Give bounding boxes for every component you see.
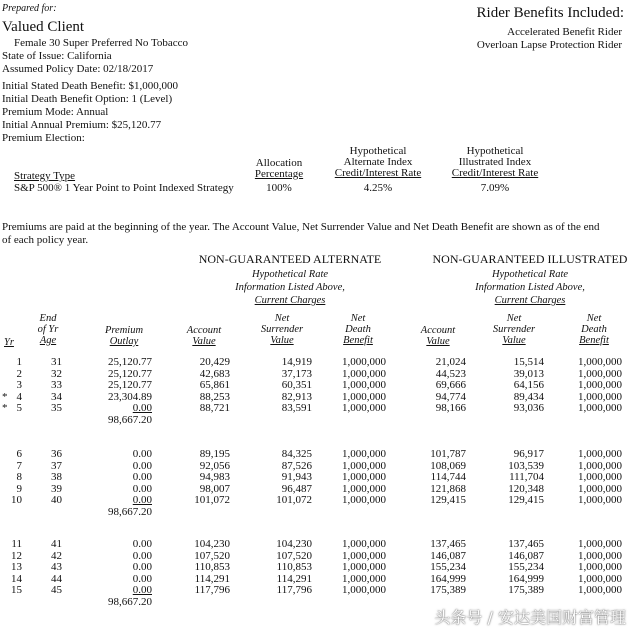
alt-death-cell: 1,000,000 [342,572,386,585]
ill-surrender-column [484,357,544,415]
premium-cell: 0.00 [132,448,152,460]
ill-death-cell: 1,000,000 [578,448,622,460]
alt-death-cell: 1,000,000 [342,584,386,596]
premium-cell: 0.00 [132,402,152,414]
premium-cell: 0.00 [132,494,152,506]
ill-death-cell: 1,000,000 [578,356,622,368]
alt-surrender-cell: 114,291 [276,572,312,585]
ill-account-cell: 94,774 [435,390,466,403]
year-cell: 3 [16,379,22,391]
year-column [4,357,22,415]
alternate-group-title: NON-GUARANTEED ALTERNATE [198,252,382,266]
rider-item: Overloan Lapse Protection Rider [476,39,622,51]
age-cell: 42 [51,549,62,562]
alt-death-cell: 1,000,000 [342,459,386,472]
ill-account-cell: 137,465 [430,538,466,550]
alt-account-cell: 104,230 [194,538,230,550]
age-cell: 35 [51,402,62,414]
alt-death-cell: 1,000,000 [342,538,386,550]
premium-note: of each policy year. [2,234,89,246]
premium-cell: 0.00 [132,459,152,472]
premium-subtotal: 98,667.20 [108,413,152,426]
premium-column [96,357,152,415]
alt-account-cell: 42,683 [199,367,230,380]
alt-surrender-cell: 104,230 [276,538,312,550]
alt-death-cell: 1,000,000 [342,390,386,403]
alt-surrender-cell: 110,853 [276,561,312,573]
ill-death-cell: 1,000,000 [578,459,622,472]
ill-death-column [566,449,622,507]
ill-surrender-cell: 155,234 [508,561,544,573]
alt-account-cell: 98,007 [199,482,230,495]
alt-account-column [178,539,230,597]
illustrated-rate-value: 7.09% [480,182,510,194]
premium-cell: 0.00 [132,561,152,573]
policy-line: Initial Annual Premium: $25,120.77 [2,119,162,131]
premium-note: Premiums are paid at the beginning of the year. The Account Value, Net Surrender Value and Net Death Benefit are shown as of the end [2,221,600,233]
alt-surrender-cell: 82,913 [281,390,312,403]
col-alt-death-header: Net Death Benefit [343,313,373,346]
year-column [4,539,22,597]
alt-death-cell: 1,000,000 [342,482,386,495]
year-cell: 14 [11,572,22,585]
ill-account-cell: 101,787 [430,448,466,460]
alt-surrender-cell: 84,325 [281,448,312,460]
ill-account-cell: 146,087 [430,549,466,562]
col-premium-header: Premium Outlay [104,325,144,347]
age-cell: 41 [51,538,62,550]
state-of-issue: State of Issue: California [2,50,112,62]
alt-surrender-cell: 91,943 [281,471,312,483]
rider-item: Accelerated Benefit Rider [507,26,622,38]
ill-account-cell: 175,389 [430,584,466,596]
alt-account-cell: 88,253 [199,390,230,403]
ill-account-column [410,449,466,507]
age-cell: 33 [51,379,62,391]
strategy-type-label: Strategy Type [14,170,76,182]
year-column [4,449,22,507]
illustrated-group-title: NON-GUARANTEED ILLUSTRATED [432,252,628,266]
alt-account-cell: 110,853 [194,561,230,573]
alt-account-cell: 114,291 [194,572,230,585]
ill-death-cell: 1,000,000 [578,367,622,380]
year-cell: 6 [16,448,22,460]
year-cell: 4 [16,390,22,403]
alt-surrender-cell: 14,919 [281,356,312,368]
policy-line: Initial Stated Death Benefit: $1,000,000 [2,80,178,92]
allocation-header: Allocation Percentage [254,157,304,180]
ill-surrender-column [484,539,544,597]
age-cell: 32 [51,367,62,380]
ill-surrender-column [484,449,544,507]
ill-account-cell: 155,234 [430,561,466,573]
ill-death-cell: 1,000,000 [578,584,622,596]
col-age-header: End of Yr Age [37,313,59,346]
col-year-header: Yr [4,337,14,348]
ill-account-column [410,357,466,415]
alt-surrender-cell: 96,487 [281,482,312,495]
alt-death-column [330,539,386,597]
ill-account-cell: 21,024 [435,356,466,368]
ill-death-cell: 1,000,000 [578,390,622,403]
premium-column [96,539,152,597]
age-cell: 38 [51,471,62,483]
age-column [36,539,62,597]
premium-subtotal: 98,667.20 [108,595,152,608]
ill-surrender-cell: 120,348 [508,482,544,495]
age-column [36,449,62,507]
alt-account-cell: 94,983 [199,471,230,483]
premium-cell: 25,120.77 [108,367,152,380]
year-cell: 12 [11,549,22,562]
ill-account-column [410,539,466,597]
alt-death-cell: 1,000,000 [342,494,386,506]
alt-account-cell: 65,861 [199,379,230,391]
ill-surrender-cell: 175,389 [508,584,544,596]
alternate-group-subtitle: Hypothetical Rate Information Listed Above, Current Charges [235,269,345,306]
ill-death-cell: 1,000,000 [578,549,622,562]
age-cell: 34 [51,390,62,403]
policy-line: Premium Mode: Annual [2,106,109,118]
year-cell: 1 [16,356,22,368]
premium-cell: 0.00 [132,538,152,550]
year-cell: 7 [16,459,22,472]
age-cell: 37 [51,459,62,472]
premium-cell: 0.00 [132,572,152,585]
ill-death-cell: 1,000,000 [578,379,622,391]
alt-account-cell: 107,520 [194,549,230,562]
client-name: Valued Client [2,19,85,35]
alt-death-cell: 1,000,000 [342,356,386,368]
alt-account-cell: 88,721 [199,402,230,414]
ill-death-cell: 1,000,000 [578,482,622,495]
allocation-value: 100% [266,182,292,194]
alt-surrender-cell: 107,520 [276,549,312,562]
year-cell: 8 [16,471,22,483]
rider-title: Rider Benefits Included: [476,5,624,21]
ill-surrender-cell: 129,415 [508,494,544,506]
col-ill-death-header: Net Death Benefit [579,313,609,346]
col-alt-account-header: Account Value [186,325,222,347]
year-cell: 2 [16,367,22,380]
alt-death-cell: 1,000,000 [342,549,386,562]
ill-surrender-cell: 146,087 [508,549,544,562]
alt-death-cell: 1,000,000 [342,448,386,460]
premium-column [96,449,152,507]
col-alt-surrender-header: Net Surrender Value [260,313,304,346]
alternate-rate-header: Hypothetical Alternate Index Credit/Interest Rate [334,145,422,179]
alt-surrender-cell: 117,796 [276,584,312,596]
ill-account-cell: 69,666 [435,379,466,391]
row-mark: * [2,390,8,403]
illustrated-rate-header: Hypothetical Illustrated Index Credit/Interest Rate [451,145,539,179]
year-cell: 9 [16,482,22,495]
ill-surrender-cell: 164,999 [508,572,544,585]
alt-surrender-cell: 87,526 [281,459,312,472]
age-cell: 45 [51,584,62,596]
year-cell: 11 [11,538,22,550]
ill-death-column [566,539,622,597]
age-cell: 31 [51,356,62,368]
alt-death-cell: 1,000,000 [342,471,386,483]
premium-cell: 23,304.89 [108,390,152,403]
ill-account-cell: 129,415 [430,494,466,506]
alt-death-cell: 1,000,000 [342,367,386,380]
ill-death-cell: 1,000,000 [578,561,622,573]
premium-subtotal: 98,667.20 [108,505,152,518]
alternate-rate-value: 4.25% [363,182,393,194]
strategy-type-value: S&P 500® 1 Year Point to Point Indexed Strategy [14,182,234,194]
alt-account-cell: 20,429 [199,356,230,368]
ill-account-cell: 44,523 [435,367,466,380]
ill-surrender-cell: 111,704 [509,471,544,483]
premium-cell: 0.00 [132,549,152,562]
col-ill-account-header: Account Value [420,325,456,347]
ill-account-cell: 108,069 [430,459,466,472]
age-cell: 36 [51,448,62,460]
policy-date: Assumed Policy Date: 02/18/2017 [2,63,154,75]
alt-death-cell: 1,000,000 [342,379,386,391]
ill-surrender-cell: 39,013 [513,367,544,380]
ill-surrender-cell: 89,434 [513,390,544,403]
alt-account-cell: 92,056 [199,459,230,472]
premium-cell: 25,120.77 [108,379,152,391]
watermark-text: 头条号 / 安达美国财富管理 [434,608,626,627]
prepared-for-label: Prepared for: [2,3,57,14]
ill-surrender-cell: 96,917 [513,448,544,460]
ill-death-cell: 1,000,000 [578,471,622,483]
alt-death-column [330,449,386,507]
ill-death-cell: 1,000,000 [578,538,622,550]
age-column [36,357,62,415]
illustrated-group-subtitle: Hypothetical Rate Information Listed Above, Current Charges [475,269,585,306]
age-cell: 40 [51,494,62,506]
ill-account-cell: 98,166 [435,402,466,414]
ill-death-cell: 1,000,000 [578,572,622,585]
premium-cell: 0.00 [132,471,152,483]
row-mark: * [2,402,8,414]
premium-cell: 0.00 [132,482,152,495]
alt-account-cell: 117,796 [194,584,230,596]
ill-surrender-cell: 15,514 [513,356,544,368]
ill-death-cell: 1,000,000 [578,402,622,414]
year-cell: 10 [11,494,22,506]
alt-surrender-column [252,449,312,507]
policy-line: Premium Election: [2,132,85,144]
alt-surrender-column [252,539,312,597]
alt-surrender-cell: 37,173 [281,367,312,380]
age-cell: 44 [51,572,62,585]
alt-death-cell: 1,000,000 [342,561,386,573]
year-cell: 5 [16,402,22,414]
age-cell: 43 [51,561,62,573]
ill-death-column [566,357,622,415]
ill-surrender-cell: 93,036 [513,402,544,414]
alt-surrender-column [252,357,312,415]
ill-surrender-cell: 64,156 [513,379,544,391]
ill-account-cell: 164,999 [430,572,466,585]
alt-surrender-cell: 83,591 [281,402,312,414]
ill-account-cell: 114,744 [430,471,466,483]
alt-account-column [178,449,230,507]
premium-cell: 0.00 [132,584,152,596]
year-cell: 13 [11,561,22,573]
alt-account-cell: 89,195 [199,448,230,460]
col-ill-surrender-header: Net Surrender Value [492,313,536,346]
alt-death-cell: 1,000,000 [342,402,386,414]
premium-cell: 25,120.77 [108,356,152,368]
alt-surrender-cell: 101,072 [276,494,312,506]
alt-death-column [330,357,386,415]
ill-account-cell: 121,868 [430,482,466,495]
ill-death-cell: 1,000,000 [578,494,622,506]
ill-surrender-cell: 103,539 [508,459,544,472]
alt-account-column [178,357,230,415]
alt-surrender-cell: 60,351 [281,379,312,391]
alt-account-cell: 101,072 [194,494,230,506]
client-class: Female 30 Super Preferred No Tobacco [14,37,189,49]
ill-surrender-cell: 137,465 [508,538,544,550]
year-cell: 15 [11,584,22,596]
age-cell: 39 [51,482,62,495]
policy-line: Initial Death Benefit Option: 1 (Level) [2,93,173,105]
